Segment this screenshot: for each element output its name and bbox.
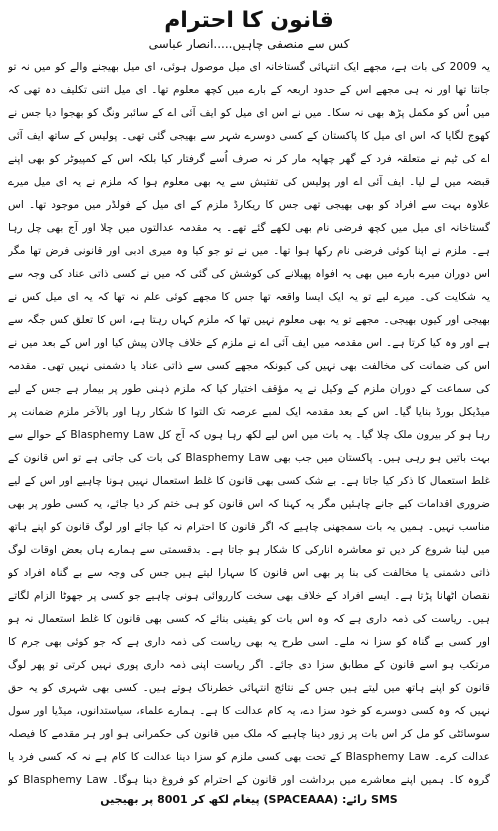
- sms-footer: SMS رائے: (SPACEAAA) پیغام لکھ کر 8001 پر بھیجیں: [100, 793, 398, 806]
- article-body: [8, 56, 490, 790]
- article-byline: کس سے منصفی چاہیں.....انصار عباسی: [148, 37, 350, 51]
- article-body-text: یہ 2009 کی بات ہے، مجھے ایک انتہائی گستاخانہ ای میل موصول ہوئی، ای میل بھیجنے والے کو میں نہ تو جانتا تھا اور نہ ہی مجھے اس کے حدود اربعہ کے بارے میں کچھ معلوم تھا۔ ای میل اتنی تکلیف دہ تھی کہ میں اُس کو مکمل پڑھ بھی نہ سکا۔ میں نے اس ای میل کو ایف آئی اے کے سائبر ونگ کو بھجوا دیا جس نے کھوج لگایا کہ اس ای میل کا پاکستان کے کسی دوسرے شہر سے بھیجی گئی تھی۔ پولیس کے ساتھ ایف آئی اے کی ٹیم نے متعلقہ فرد کے گھر چھاپہ مار کر نہ صرف اُسے گرفتار کیا بلکہ اس کے کمپیوٹر کو بھی اپنے قبضہ میں لے لیا۔ ایف آئی اے اور پولیس کی تفتیش سے یہ بھی معلوم ہوا کہ ملزم نے یہ ای میل میرے علاوہ بہت سے افراد کو بھی بھیجی تھی جس کا ریکارڈ ملزم کے ای میل کے فولڈر میں موجود تھا۔ اس گستاخانہ ای میل میں کچھ فرضی نام بھی لکھے گئے تھے۔ یہ مقدمہ عدالتوں میں چلا اور آج بھی چل رہا ہے۔ ملزم نے اپنا کوئی فرضی نام رکھا ہوا تھا۔ میں نے تو جو کیا وہ میری ادبی اور قانونی فرض تھا مگر اس دوران میرے بارے میں بھی یہ افواہ پھیلانے کی کوشش کی گئی کہ میں نے کسی ذاتی عناد کی وجہ سے یہ شکایت کی۔ میرے لیے تو یہ ایک ایسا واقعہ تھا جس کا مجھے کوئی علم نہ تھا کہ یہ ای میل کس نے بھیجی اور کیوں بھیجی۔ مجھے تو یہ بھی معلوم نہیں تھا کہ ملزم کہاں رہتا ہے، اس کا تعلق کس جگہ سے ہے اور وہ کیا کرتا ہے۔ اس مقدمہ میں ایف آئی اے نے ملزم کے خلاف چالان پیش کیا اور اس کے بعد میں نے اس کی ضمانت کی مخالفت بھی نہیں کی کیونکہ مجھے کسی سے ذاتی عناد یا دشمنی نہیں تھی۔ مقدمہ کی سماعت کے دوران ملزم کے وکیل نے یہ مؤقف اختیار کیا کہ ملزم ذہنی طور پر بیمار ہے جس کے لیے میڈیکل بورڈ بنایا گیا۔ اس کے بعد مقدمہ ایک لمبے عرصہ تک التوا کا شکار رہا اور بالآخر ملزم ضمانت پر رہا ہو کر بیرون ملک چلا گیا۔ یہ بات میں اس لیے لکھ رہا ہوں کہ آج کل Blasphemy Law کے حوالے سے بہت باتیں ہو رہی ہیں۔ پاکستان میں جب بھی Blasphemy Law کی بات کی جاتی ہے تو اس قانون کے غلط استعمال کا ذکر کیا جاتا ہے۔ بے شک کسی بھی قانون کا غلط استعمال نہیں ہونا چاہیے اور اس کے لیے ضروری اقدامات کیے جانے چاہئیں مگر یہ کہنا کہ اس قانون کو ہی ختم کر دیا جائے، یہ کسی طور پر بھی مناسب نہیں۔ ہمیں یہ بات سمجھنی چاہیے کہ اگر قانون کا احترام نہ کیا جائے اور لوگ قانون کو اپنے ہاتھ میں لینا شروع کر دیں تو معاشرہ انارکی کا شکار ہو جاتا ہے۔ بدقسمتی سے ہمارے ہاں بعض اوقات لوگ ذاتی دشمنی یا مخالفت کی بنا پر بھی اس قانون کا سہارا لیتے ہیں جس کی وجہ سے بے گناہ افراد کو نقصان اٹھانا پڑتا ہے۔ ایسے افراد کے خلاف بھی سخت کارروائی ہونی چاہیے جو کسی پر جھوٹا الزام لگاتے ہیں۔ ریاست کی ذمہ داری ہے کہ وہ اس بات کو یقینی بنائے کہ کسی بھی قانون کا غلط استعمال نہ ہو اور کسی بے گناہ کو سزا نہ ملے۔ اسی طرح یہ بھی ریاست کی ذمہ داری ہے کہ جو کوئی بھی جرم کا مرتکب ہو اسے قانون کے مطابق سزا دی جائے۔ اگر ریاست اپنی ذمہ داری پوری نہیں کرتی تو پھر لوگ قانون کو اپنے ہاتھ میں لیتے ہیں جس کے نتائج انتہائی خطرناک ہوتے ہیں۔ کسی بھی شہری کو یہ حق نہیں کہ وہ کسی دوسرے کو خود سزا دے، یہ کام عدالت کا ہے۔ ہمارے علماء، سیاستدانوں، میڈیا اور سول سوسائٹی کو مل کر اس بات پر زور دینا چاہیے کہ ملک میں قانون کی حکمرانی ہو اور ہر مقدمے کا فیصلہ عدالت کرے۔ Blasphemy Law کے تحت بھی کسی ملزم کو سزا دینا عدالت کا کام ہے نہ کہ کسی فرد یا گروہ کا۔ ہمیں اپنے معاشرے میں برداشت اور قانون کے احترام کو فروغ دینا ہوگا۔ Blasphemy Law کو: [8, 61, 490, 786]
- article-title: قانون کا احترام: [164, 8, 334, 33]
